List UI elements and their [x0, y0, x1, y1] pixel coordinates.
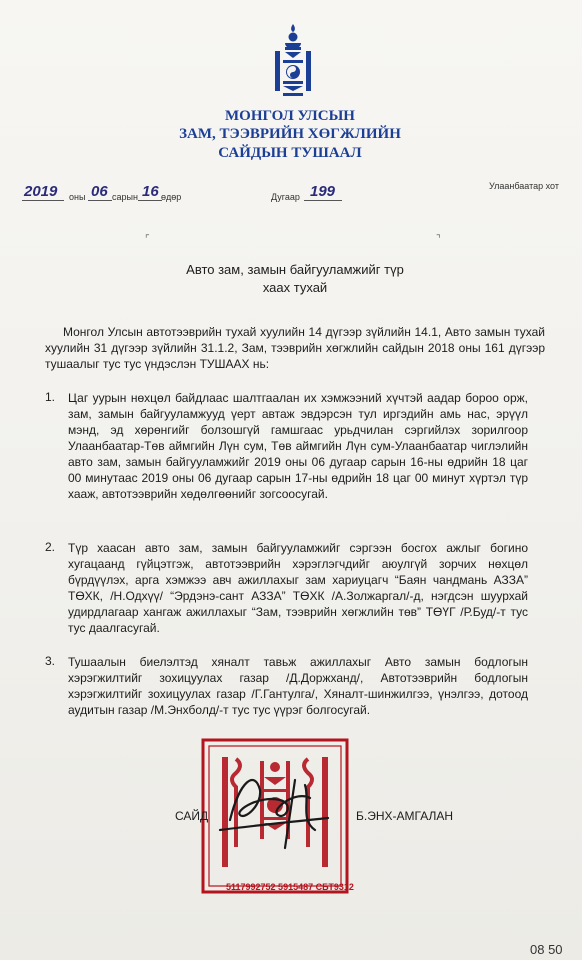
item-1-text: Цаг уурын нөхцөл байдлаас шалтгаалан их хэмжээний хүчтэй аадар бороо орж, зам, замын байгууламжууд үерт автаж эвдэрсэн тул иргэдийн амь нас, эрүүл мэнд, эд хөрөнгийг болзошгүй гамшгаас урьдчилан сэргийлэх зорилгоор Улаанбаатар-Төв аймгийн Лүн сум, Төв аймгийн Лүн сум-Улаанбаатар чиглэлийн авто зам, замын байгууламжийг 2019 оны 06 дугаар сарын 16-ны өдрийн 18 цаг 00 минутаас 2019 оны 06 дугаар сарын 17-ны өдрийн 18 цаг 00 минут хүртэл түр хааж, автотээврийн хөдөлгөөнийг зогсоосугай. [68, 391, 528, 501]
item-3-text: Тушаалын биелэлтэд хяналт тавьж ажиллахыг Авто замын бодлогын хэрэгжилтийг зохицуулах газар /Д.Доржханд/, Автотээврийн бодлогын хэрэгжилтийг зохицуулах газар /Г.Гантулга/, Хяналт-шинжилгээ, үнэлгээ, дотоод аудитын газар /М.Энхболд/-т тус тус үүрэг болгосугай. [68, 655, 528, 717]
date-year: 2019 [24, 183, 58, 200]
subject-line2: хаах тухай [262, 280, 328, 295]
corner-time-stamp: 08 50 [530, 942, 563, 957]
signer-title: САЙД [175, 809, 209, 823]
corner-mark-right: ⌝ [436, 234, 441, 245]
org-name-line2: ЗАМ, ТЭЭВРИЙН ХӨГЖЛИЙН [179, 126, 401, 142]
item-3-number: 3. [45, 654, 56, 668]
soyombo-emblem-icon [272, 22, 314, 102]
signer-name: Б.ЭНХ-АМГАЛАН [356, 809, 454, 823]
date-day: 16 [142, 183, 159, 200]
order-type-title: САЙДЫН ТУШААЛ [218, 145, 362, 161]
seal-registration-numbers: 5117992752 5915487 СБТ9312 [226, 882, 354, 892]
preamble-paragraph: Монгол Улсын автотээврийн тухай хуулийн 14 дүгээр зүйлийн 14.1, Авто замын тухай хуулийн 31 дүгээр зүйлийн 31.1.2, Зам, тээврийн хөгжлийн сайдын 2018 оны 161 дүгээр тушаалыг тус тус үндэслэн ТУШААХ нь: [45, 325, 545, 371]
date-month: 06 [91, 183, 108, 200]
item-2-number: 2. [45, 540, 56, 554]
subject-line1: Авто зам, замын байгууламжийг түр [186, 262, 404, 277]
month-underline [88, 200, 112, 201]
day-underline [138, 200, 162, 201]
order-number: 199 [310, 183, 336, 200]
number-label: Дугаар [271, 192, 300, 202]
item-2-text: Түр хаасан авто зам, замын байгууламжийг сэргээн босгох ажлыг богино хугацаанд гүйцэтгэж, автотээврийн хэрэглэгчдийг аюулгүй зорчих нөхцөл бүрдүүлэх, арга хэмжээ авч ажиллахыг зам хариуцагч “Баян чандмань АЗЗА” ТӨХК, /Н.Одхүү/ “Эрдэнэ-сант АЗЗА” ТӨХК /А.Золжаргал/-д, нэгдсэн шуурхай удирдлагаар хангаж ажиллахыг “Зам, тээврийн хөгжлийн төв” ТӨҮГ /Р.Буд/-т тус тус даалгасугай. [68, 541, 528, 635]
org-name-line1: МОНГОЛ УЛСЫН [225, 108, 355, 124]
corner-mark-left: ⌜ [145, 234, 150, 245]
year-underline [22, 200, 64, 201]
day-label: өдөр [161, 192, 182, 202]
month-label: сарын [112, 192, 138, 202]
handwritten-signature [200, 760, 340, 850]
year-label: оны [69, 192, 86, 202]
number-underline [304, 200, 342, 201]
city-name: Улаанбаатар хот [489, 181, 559, 191]
item-1-number: 1. [45, 390, 56, 404]
